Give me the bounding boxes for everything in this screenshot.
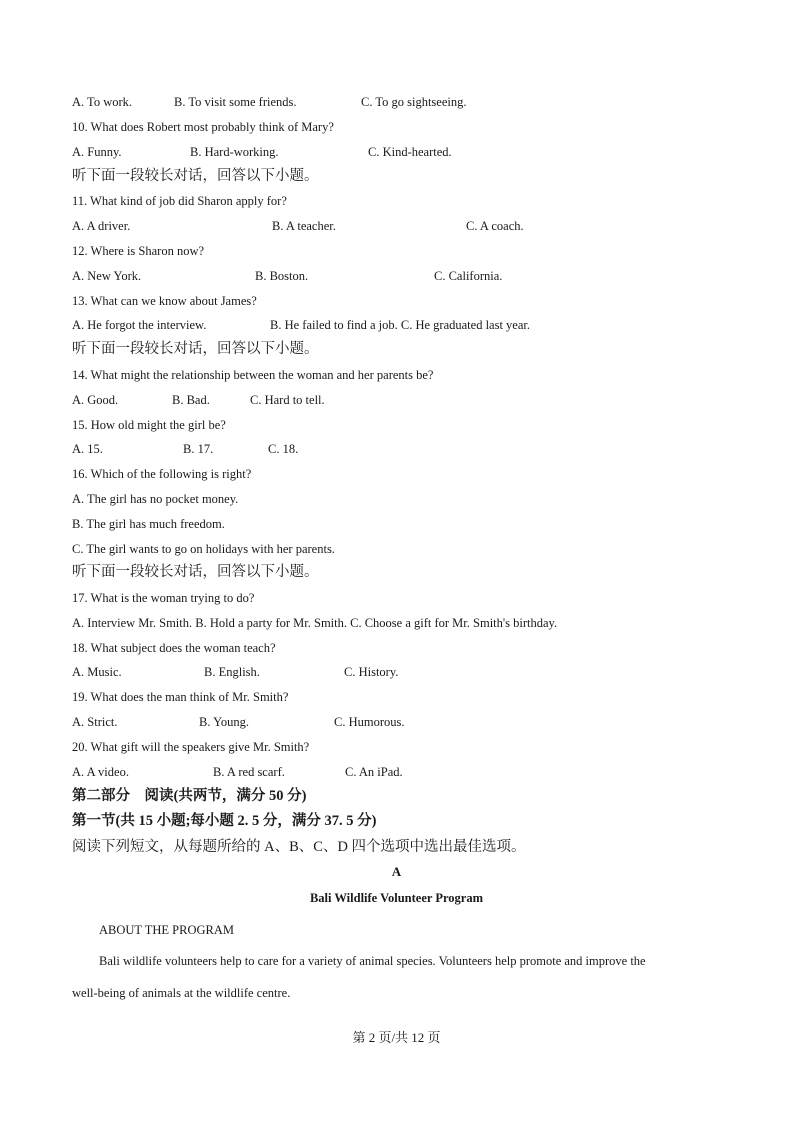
option-a: A. 15. [72, 442, 103, 456]
question-12: 12. Where is Sharon now? [72, 244, 205, 258]
question-15: 15. How old might the girl be? [72, 418, 226, 432]
option-b: B. A teacher. [272, 219, 336, 233]
section-one-heading: 第一节(共 15 小题;每小题 2. 5 分，满分 37. 5 分) [72, 813, 377, 829]
question-18: 18. What subject does the woman teach? [72, 641, 276, 655]
paragraph-line-1: Bali wildlife volunteers help to care for a variety of animal species. Volunteers help promote and improve the [99, 954, 646, 968]
option-c: C. A coach. [466, 219, 524, 233]
listening-instruction: 听下面一段较长对话，回答以下小题。 [72, 168, 319, 184]
option-b: B. English. [204, 665, 260, 679]
option-c: C. 18. [268, 442, 299, 456]
option-a: A. A video. [72, 765, 129, 779]
passage-letter: A [391, 864, 402, 879]
question-13: 13. What can we know about James? [72, 294, 257, 308]
option-a: A. Good. [72, 393, 119, 407]
option-b: B. Hard-working. [190, 145, 279, 159]
option-b: B. A red scarf. [213, 765, 285, 779]
question-17: 17. What is the woman trying to do? [72, 591, 255, 605]
question-16-option-b: B. The girl has much freedom. [72, 517, 225, 531]
option-a: A. A driver. [72, 219, 131, 233]
listening-instruction: 听下面一段较长对话，回答以下小题。 [72, 564, 319, 580]
option-b: B. Boston. [255, 269, 309, 283]
option-b: B. 17. [183, 442, 214, 456]
option-b-c: B. He failed to find a job. C. He graduated last year. [270, 318, 530, 332]
question-11: 11. What kind of job did Sharon apply for? [72, 194, 287, 208]
option-a: A. New York. [72, 269, 142, 283]
question-19: 19. What does the man think of Mr. Smith? [72, 690, 289, 704]
question-14: 14. What might the relationship between the woman and her parents be? [72, 368, 434, 382]
option-a: A. Music. [72, 665, 122, 679]
option-c: C. Humorous. [334, 715, 405, 729]
option-a: A. Strict. [72, 715, 118, 729]
program-subheading: ABOUT THE PROGRAM [99, 923, 234, 937]
option-b: B. To visit some friends. [174, 95, 297, 109]
option-c: C. To go sightseeing. [361, 95, 467, 109]
question-10: 10. What does Robert most probably think of Mary? [72, 120, 334, 134]
question-20: 20. What gift will the speakers give Mr. Smith? [72, 740, 310, 754]
reading-instruction: 阅读下列短文，从每题所给的 A、B、C、D 四个选项中选出最佳选项。 [72, 839, 526, 855]
option-c: C. An iPad. [345, 765, 403, 779]
question-16-option-a: A. The girl has no pocket money. [72, 492, 239, 506]
page-footer: 第 2 页/共 12 页 [352, 1030, 441, 1045]
option-c: C. California. [434, 269, 503, 283]
paragraph-line-2: well-being of animals at the wildlife centre. [72, 986, 291, 1000]
question-16-option-c: C. The girl wants to go on holidays with her parents. [72, 542, 335, 556]
option-c: C. History. [344, 665, 399, 679]
listening-instruction: 听下面一段较长对话，回答以下小题。 [72, 341, 319, 357]
option-b: B. Young. [199, 715, 250, 729]
passage-title: Bali Wildlife Volunteer Program [309, 891, 484, 905]
option-c: C. Kind-hearted. [368, 145, 452, 159]
option-b: B. Bad. [172, 393, 210, 407]
option-a: A. Funny. [72, 145, 122, 159]
option-a: A. He forgot the interview. [72, 318, 207, 332]
question-17-options: A. Interview Mr. Smith. B. Hold a party for Mr. Smith. C. Choose a gift for Mr. Smith's birthday. [72, 616, 558, 630]
option-c: C. Hard to tell. [250, 393, 325, 407]
part-two-heading: 第二部分 阅读(共两节，满分 50 分) [72, 788, 307, 804]
option-a: A. To work. [72, 95, 133, 109]
question-16: 16. Which of the following is right? [72, 467, 252, 481]
